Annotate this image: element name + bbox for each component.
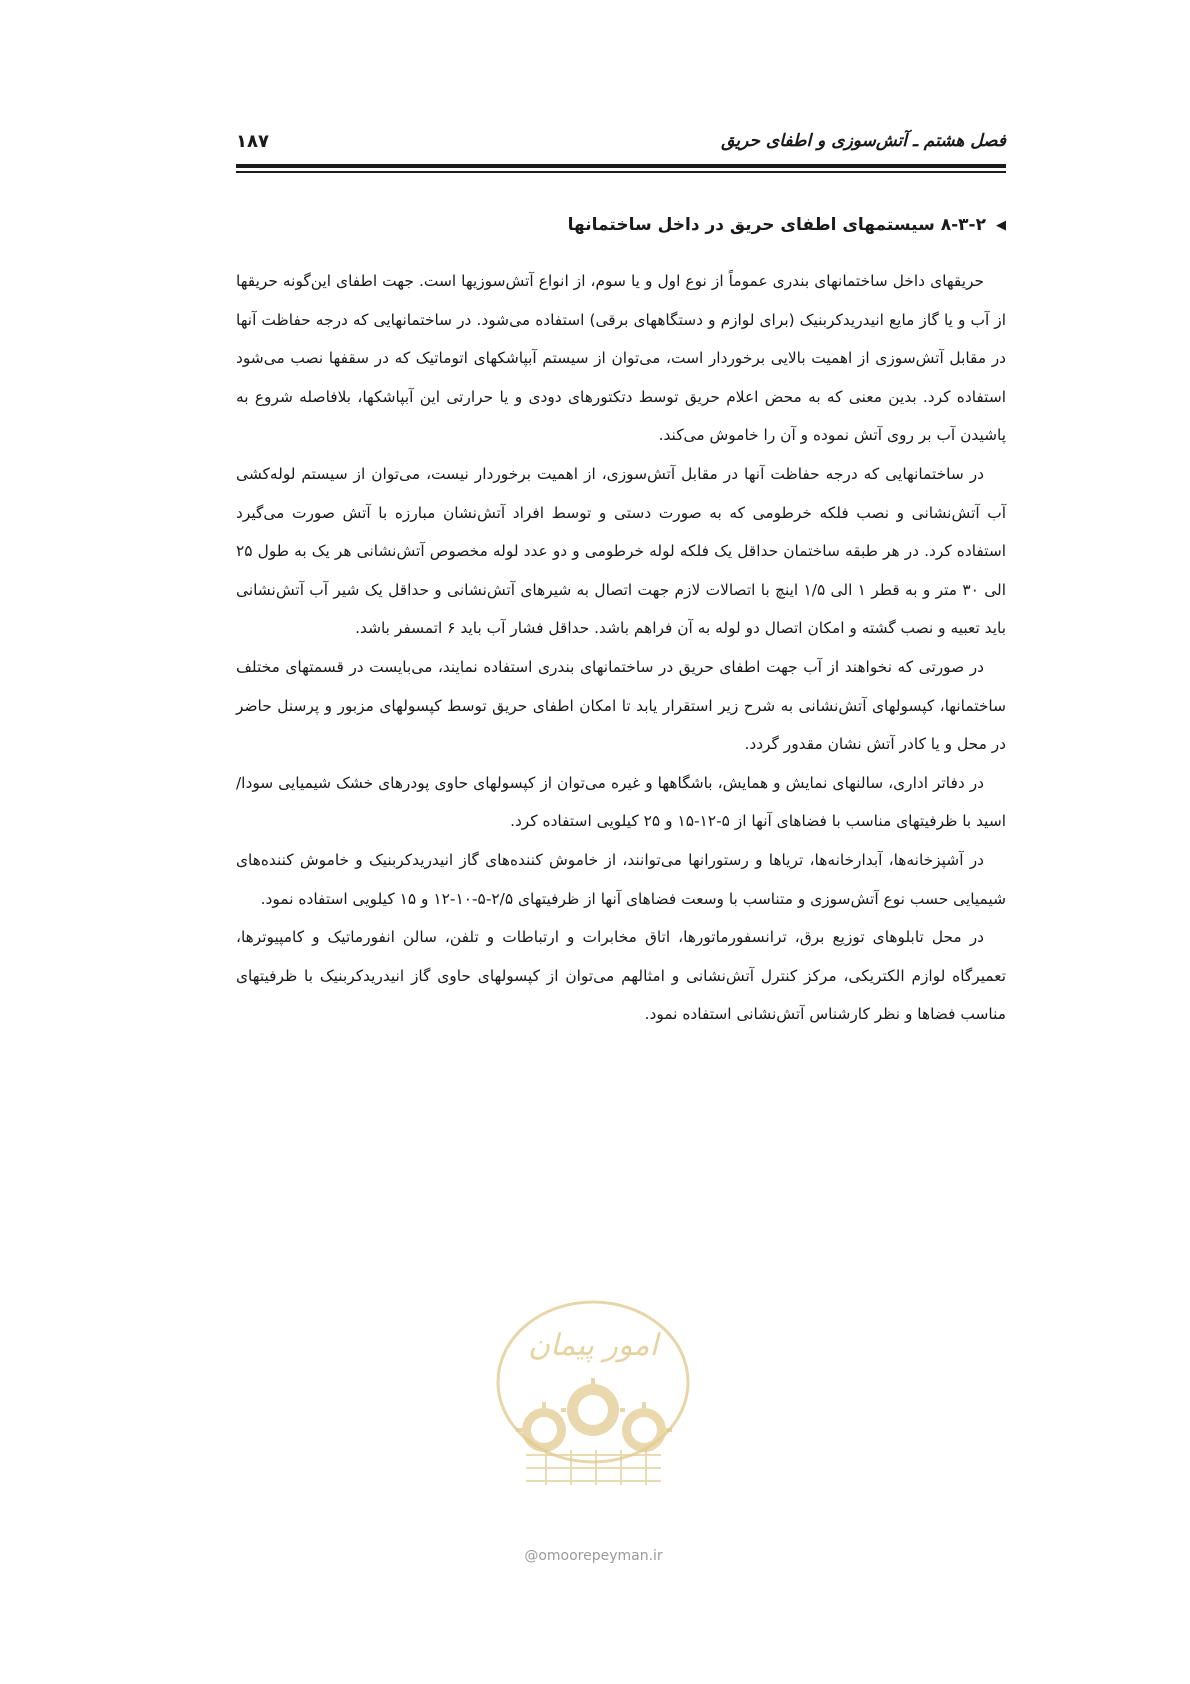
- running-header: [236, 125, 1006, 157]
- paragraph-6: در محل تابلوهای توزیع برق، ترانسفورماتورها، اتاق مخابرات و ارتباطات و تلفن، سالن انفورماتیک و کامپیوترها، تعمیرگاه لوازم الکتریکی، مرکز کنترل آتش‌نشانی و امثالهم می‌توان از کپسولهای حاوی گاز انیدریدکربنیک با ظرفیتهای مناسب فضاها و نظر کارشناس آتش‌نشانی استفاده نمود.: [236, 928, 1006, 1024]
- header-rule-thin: [236, 171, 1006, 173]
- paragraph-2: در ساختمانهایی که درجه حفاظت آنها در مقابل آتش‌سوزی، از اهمیت برخوردار نیست، می‌توان از سیستم لوله‌کشی آب آتش‌نشانی و نصب فلکه خرطومی که به صورت دستی و توسط افراد آتش‌نشان مبارزه با آتش صورت می‌گیرد استفاده کرد. در هر طبقه ساختمان حداقل یک فلکه لوله خرطومی و دو عدد لوله مخصوص آتش‌نشانی هر یک به طول ۲۵ الی ۳۰ متر و به قطر ۱ الی ۱/۵ اینچ با اتصالات لازم جهت اتصال به شیرهای آتش‌نشانی و حداقل یک شیر آب آتش‌نشانی باید تعبیه و نصب گشته و امکان اتصال دو لوله به آن فراهم باشد. حداقل فشار آب باید ۶ اتمسفر باشد.: [236, 464, 1006, 638]
- paragraph-4: در دفاتر اداری، سالنهای نمایش و همایش، باشگاهها و غیره می‌توان از کپسولهای حاوی پودرهای خشک شیمیایی سودا/ اسید با ظرفیتهای مناسب با فضاهای آنها از ۵-۱۲-۱۵ و ۲۵ کیلویی استفاده کرد.: [236, 773, 1006, 831]
- section-heading-text: ۸-۳-۲ سیستمهای اطفای حریق در داخل ساختمانها: [567, 215, 986, 235]
- paragraph-5: در آشپزخانه‌ها، آبدارخانه‌ها، تریاها و رستورانها می‌توانند، از خاموش کننده‌های گاز انیدریدکربنیک و خاموش کننده‌های شیمیایی حسب نوع آتش‌سوزی و متناسب با وسعت فضاهای آنها از ظرفیتهای ۲/۵-۵-۱۰-۱۲ و ۱۵ کیلویی استفاده نمود.: [236, 850, 1006, 908]
- gears-emblem-icon: [486, 1290, 701, 1490]
- watermark-logo-text: امور پیمان: [528, 1328, 658, 1363]
- arrow-left-icon: ◀: [996, 217, 1006, 233]
- paragraph-1: حریقهای داخل ساختمانهای بندری عموماً از نوع اول و یا سوم، از انواع آتش‌سوزیها است. جهت اطفای این‌گونه حریقها از آب و یا گاز مایع انیدریدکربنیک (برای لوازم و دستگاههای برقی) استفاده می‌شود. در ساختمانهایی که درجه حفاظت آنها در مقابل آتش‌سوزی از اهمیت بالایی برخوردار است، می‌توان از سیستم آبپاشکهای اتوماتیک که در سقفها نصب می‌شود استفاده کرد. بدین معنی که به محض اعلام حریق توسط دتکتورهای دودی و یا حرارتی این آبپاشکها، بلافاصله شروع به پاشیدن آب بر روی آتش نموده و آن را خاموش می‌کند.: [236, 272, 1006, 445]
- watermark-url: @omoorepeyman.ir: [524, 1548, 663, 1564]
- section-heading: [236, 215, 1006, 235]
- paragraph-3: در صورتی که نخواهند از آب جهت اطفای حریق در ساختمانهای بندری استفاده نمایند، می‌بایست در قسمتهای مختلف ساختمانها، کپسولهای آتش‌نشانی به شرح زیر استقرار یابد تا امکان اطفای حریق توسط کپسولهای مزبور و پرسنل حاضر در محل و یا کادر آتش نشان مقدور گردد.: [236, 657, 1006, 754]
- body-text: [236, 262, 1006, 1034]
- watermark-logo: [486, 1290, 701, 1490]
- page-number: ۱۸۷: [236, 130, 269, 152]
- chapter-title: فصل هشتم ـ آتش‌سوزی و اطفای حریق: [721, 131, 1006, 151]
- header-rule-thick: [236, 164, 1006, 168]
